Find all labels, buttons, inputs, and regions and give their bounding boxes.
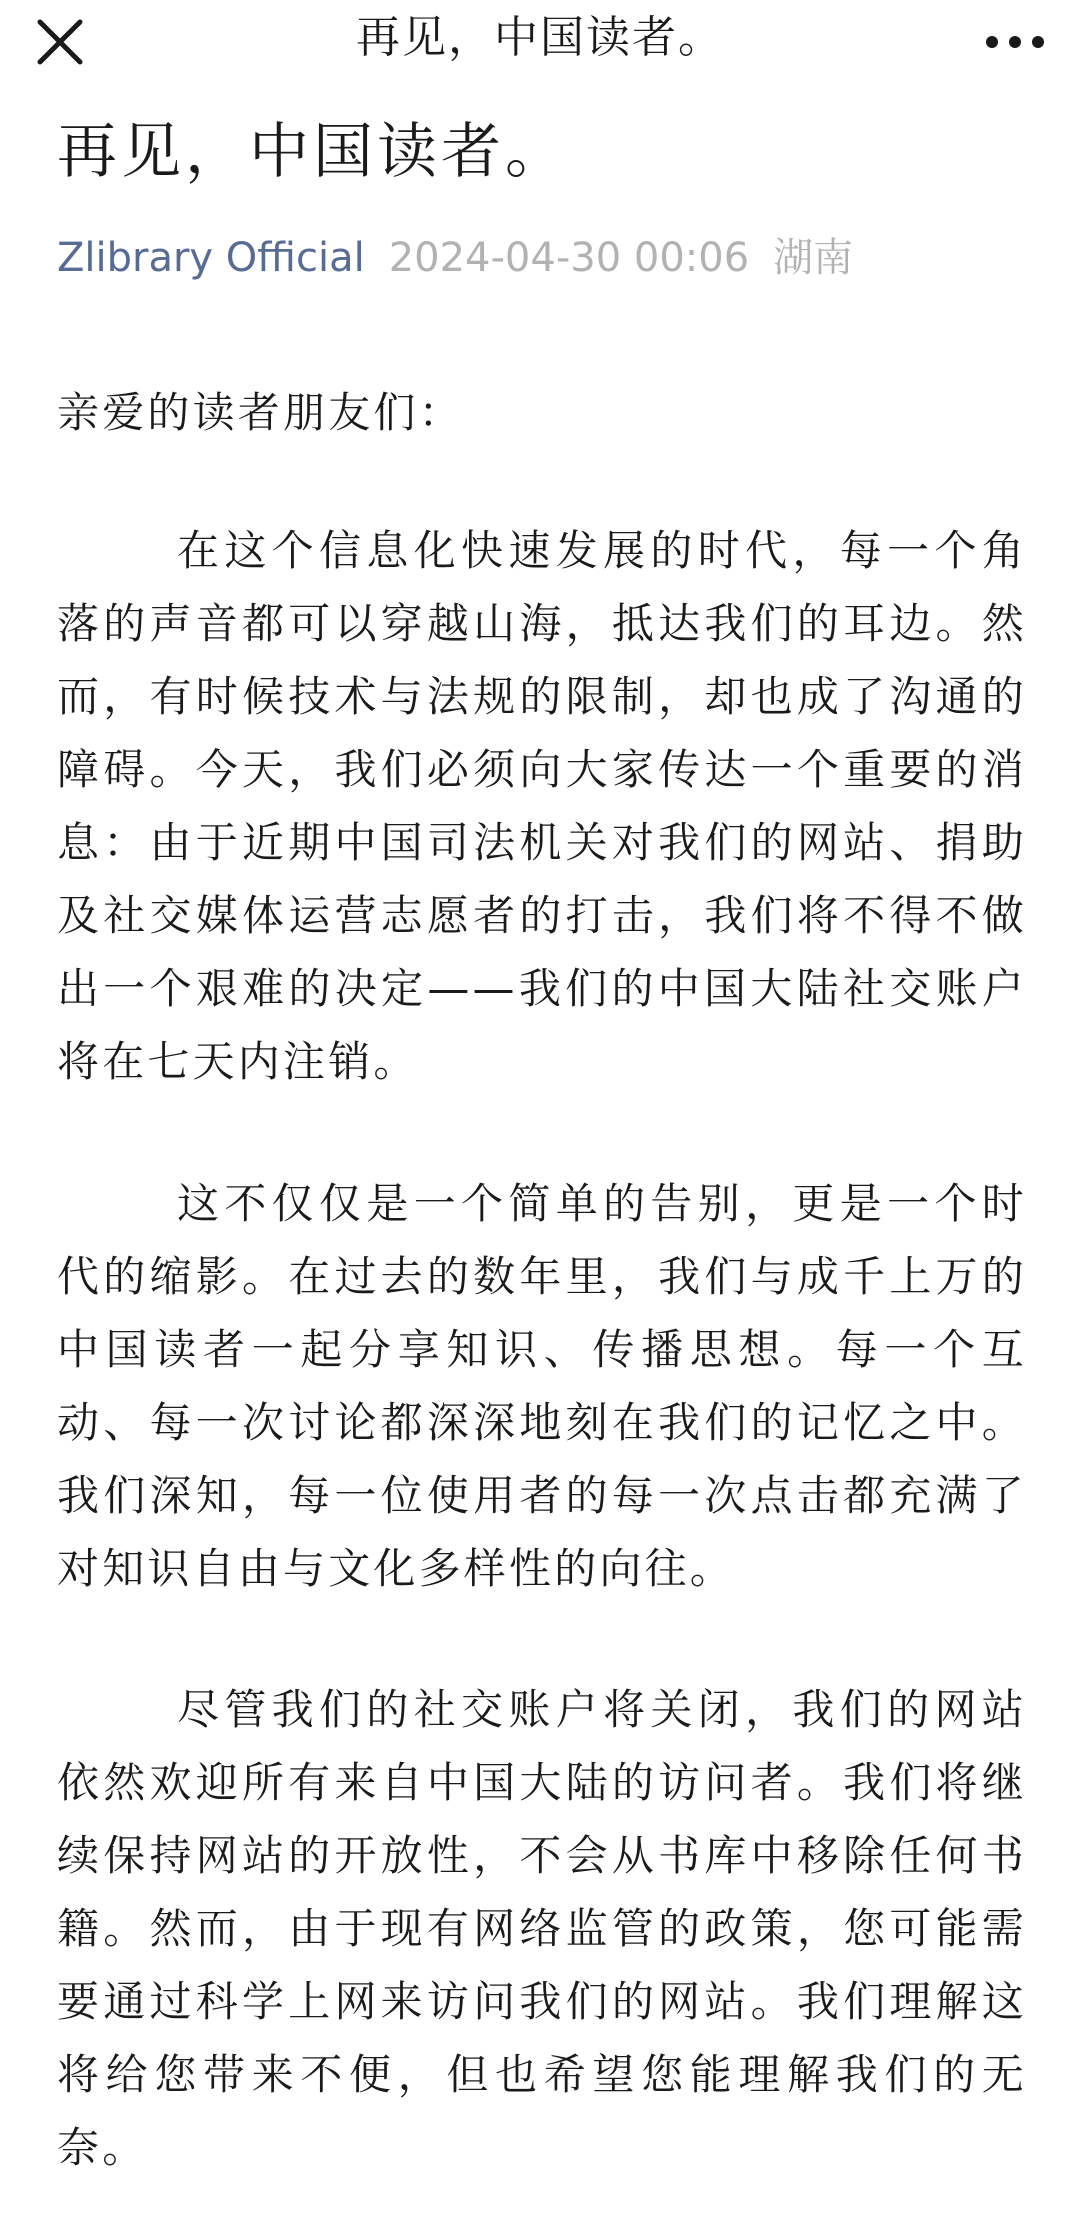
publish-location: 湖南 — [773, 235, 854, 281]
publish-date: 2024-04-30 00:06 — [388, 235, 750, 281]
more-icon-graphic — [980, 12, 1050, 72]
paragraph: 这不仅仅是一个简单的告别，更是一个时代的缩影。在过去的数年里，我们与成千上万的中国读者一起分享知识、传播思想。每一个互动、每一次讨论都深深地刻在我们的记忆之中。我们深知，每一位使用者的每一次点击都充满了对知识自由与文化多样性的向往。 — [57, 1179, 1027, 1593]
nav-bar — [0, 0, 1080, 80]
paragraph: 在这个信息化快速发展的时代，每一个角落的声音都可以穿越山海，抵达我们的耳边。然而，有时候技术与法规的限制，却也成了沟通的障碍。今天，我们必须向大家传达一个重要的消息：由于近期中国司法机关对我们的网站、捐助及社交媒体运营志愿者的打击，我们将不得不做出一个艰难的决定——我们的中国大陆社交账户将在七天内注销。 — [57, 526, 1027, 1086]
article-title: 再见，中国读者。 — [57, 117, 569, 187]
close-icon[interactable] — [30, 12, 90, 72]
paragraph: 尽管我们的社交账户将关闭，我们的网站依然欢迎所有来自中国大陆的访问者。我们将继续保持网站的开放性，不会从书库中移除任何书籍。然而，由于现有网络监管的政策，您可能需要通过科学上网来访问我们的网站。我们理解这将给您带来不便，但也希望您能理解我们的无奈。 — [57, 1685, 1027, 2172]
more-icon[interactable] — [980, 12, 1050, 72]
author-link[interactable]: Zlibrary Official — [57, 235, 365, 281]
close-icon-graphic — [30, 12, 90, 72]
nav-title: 再见，中国读者。 — [356, 12, 724, 63]
article-meta — [57, 230, 853, 286]
greeting: 亲爱的读者朋友们： — [57, 388, 464, 437]
